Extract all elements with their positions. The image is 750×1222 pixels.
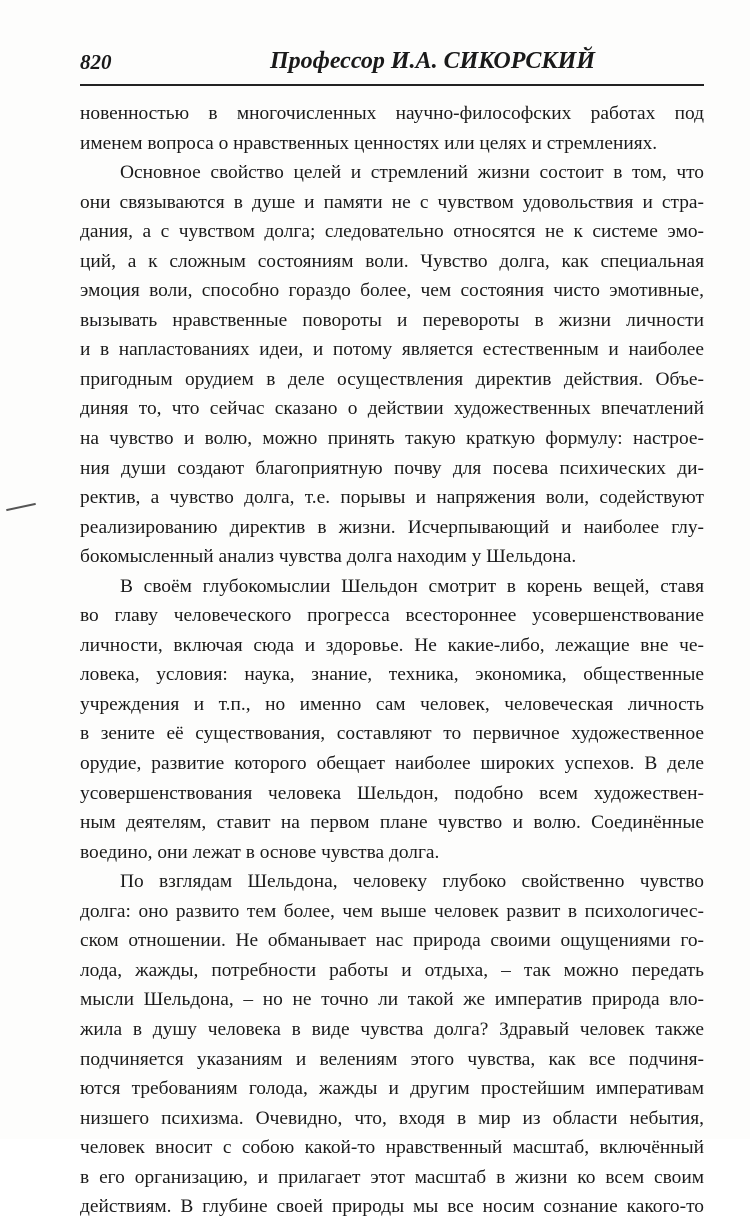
text-line: на чувство и волю, можно принять такую краткую формулу: настрое- [80, 428, 704, 450]
text-line: учреждения и т.п., но именно сам человек, человеческая личность [80, 693, 704, 715]
text-line: реализированию директив в жизни. Исчерпывающий и наиболее глу- [80, 516, 704, 538]
text-line: в зените её существования, составляют то первичное художественное [80, 723, 704, 745]
text-line: вызывать нравственные повороты и перевороты в жизни личности [80, 309, 704, 331]
text-line: лода, жажды, потребности работы и отдыха, – так можно передать [80, 959, 704, 981]
text-line: усовершенствования человека Шельдон, подобно всем художествен- [80, 782, 704, 804]
text-line: ций, а к сложным состояниям воли. Чувство долга, как специальная [80, 250, 704, 272]
text-line: дания, а с чувством долга; следовательно относятся не к системе эмо- [80, 221, 704, 243]
text-line: подчиняется указаниям и велениям этого чувства, как все подчиня- [80, 1048, 704, 1070]
text-line: личности, включая сюда и здоровье. Не какие-либо, лежащие вне че- [80, 634, 704, 656]
text-line: орудие, развитие которого обещает наиболее широких успехов. В деле [80, 753, 704, 775]
text-line: и в напластованиях идеи, и потому является естественным и наиболее [80, 339, 704, 361]
text-line: ском отношении. Не обманывает нас природа своими ощущениями го- [80, 930, 704, 952]
text-line: они связываются в душе и памяти не с чувством удовольствия и стра- [80, 191, 704, 213]
text-line: мысли Шельдона, – но не точно ли такой же императив природа вло- [80, 989, 704, 1011]
text-line: эмоция воли, способно гораздо более, чем состояния чисто эмотивные, [80, 280, 704, 302]
text-line: По взглядам Шельдона, человеку глубоко свойственно чувство [120, 871, 704, 893]
body-text [80, 99, 704, 1222]
text-line: действиям. В глубине своей природы мы все носим сознание какого-то [80, 1196, 704, 1218]
text-line: новенностью в многочисленных научно-философских работах под [80, 103, 704, 124]
text-line: воедино, они лежат в основе чувства долга. [80, 841, 440, 863]
text-line: ректив, а чувство долга, т.е. порывы и напряжения воли, содействуют [80, 487, 704, 509]
text-line: бокомысленный анализ чувства долга находим у Шельдона. [80, 546, 577, 568]
header-rule [80, 84, 704, 86]
text-line: низшего психизма. Очевидно, что, входя в мир из области небытия, [80, 1107, 704, 1129]
running-title: Профессор И.А. СИКОРСКИЙ [270, 48, 596, 74]
text-line: ным деятелям, ставит на первом плане чувство и волю. Соединённые [80, 812, 704, 834]
text-line: диняя то, что сейчас сказано о действии художественных впечатлений [80, 398, 704, 420]
text-line: человек вносит с собою какой-то нравственный масштаб, включённый [80, 1137, 704, 1159]
text-line: ются требованиям голода, жажды и другим простейшим императивам [80, 1078, 704, 1100]
page-header [80, 48, 704, 82]
text-line: пригодным орудием в деле осуществления директив действия. Объе- [80, 368, 704, 390]
text-line: именем вопроса о нравственных ценностях или целях и стремлениях. [80, 132, 658, 154]
text-line: Основное свойство целей и стремлений жизни состоит в том, что [120, 162, 704, 184]
margin-pencil-mark [6, 503, 36, 511]
text-line: ния души создают благоприятную почву для посева психических ди- [80, 457, 704, 479]
text-line: ловека, условия: наука, знание, техника, экономика, общественные [80, 664, 704, 686]
text-line: В своём глубокомыслии Шельдон смотрит в корень вещей, ставя [120, 575, 704, 597]
text-line: долга: оно развито тем более, чем выше человек развит в психологичес- [80, 900, 704, 922]
text-line: в его организацию, и прилагает этот масштаб в жизни ко всем своим [80, 1166, 704, 1188]
text-line: жила в душу человека в виде чувства долга? Здравый человек также [80, 1018, 704, 1040]
page-number: 820 [80, 50, 112, 74]
text-line: во главу человеческого прогресса всестороннее усовершенствование [80, 605, 704, 627]
